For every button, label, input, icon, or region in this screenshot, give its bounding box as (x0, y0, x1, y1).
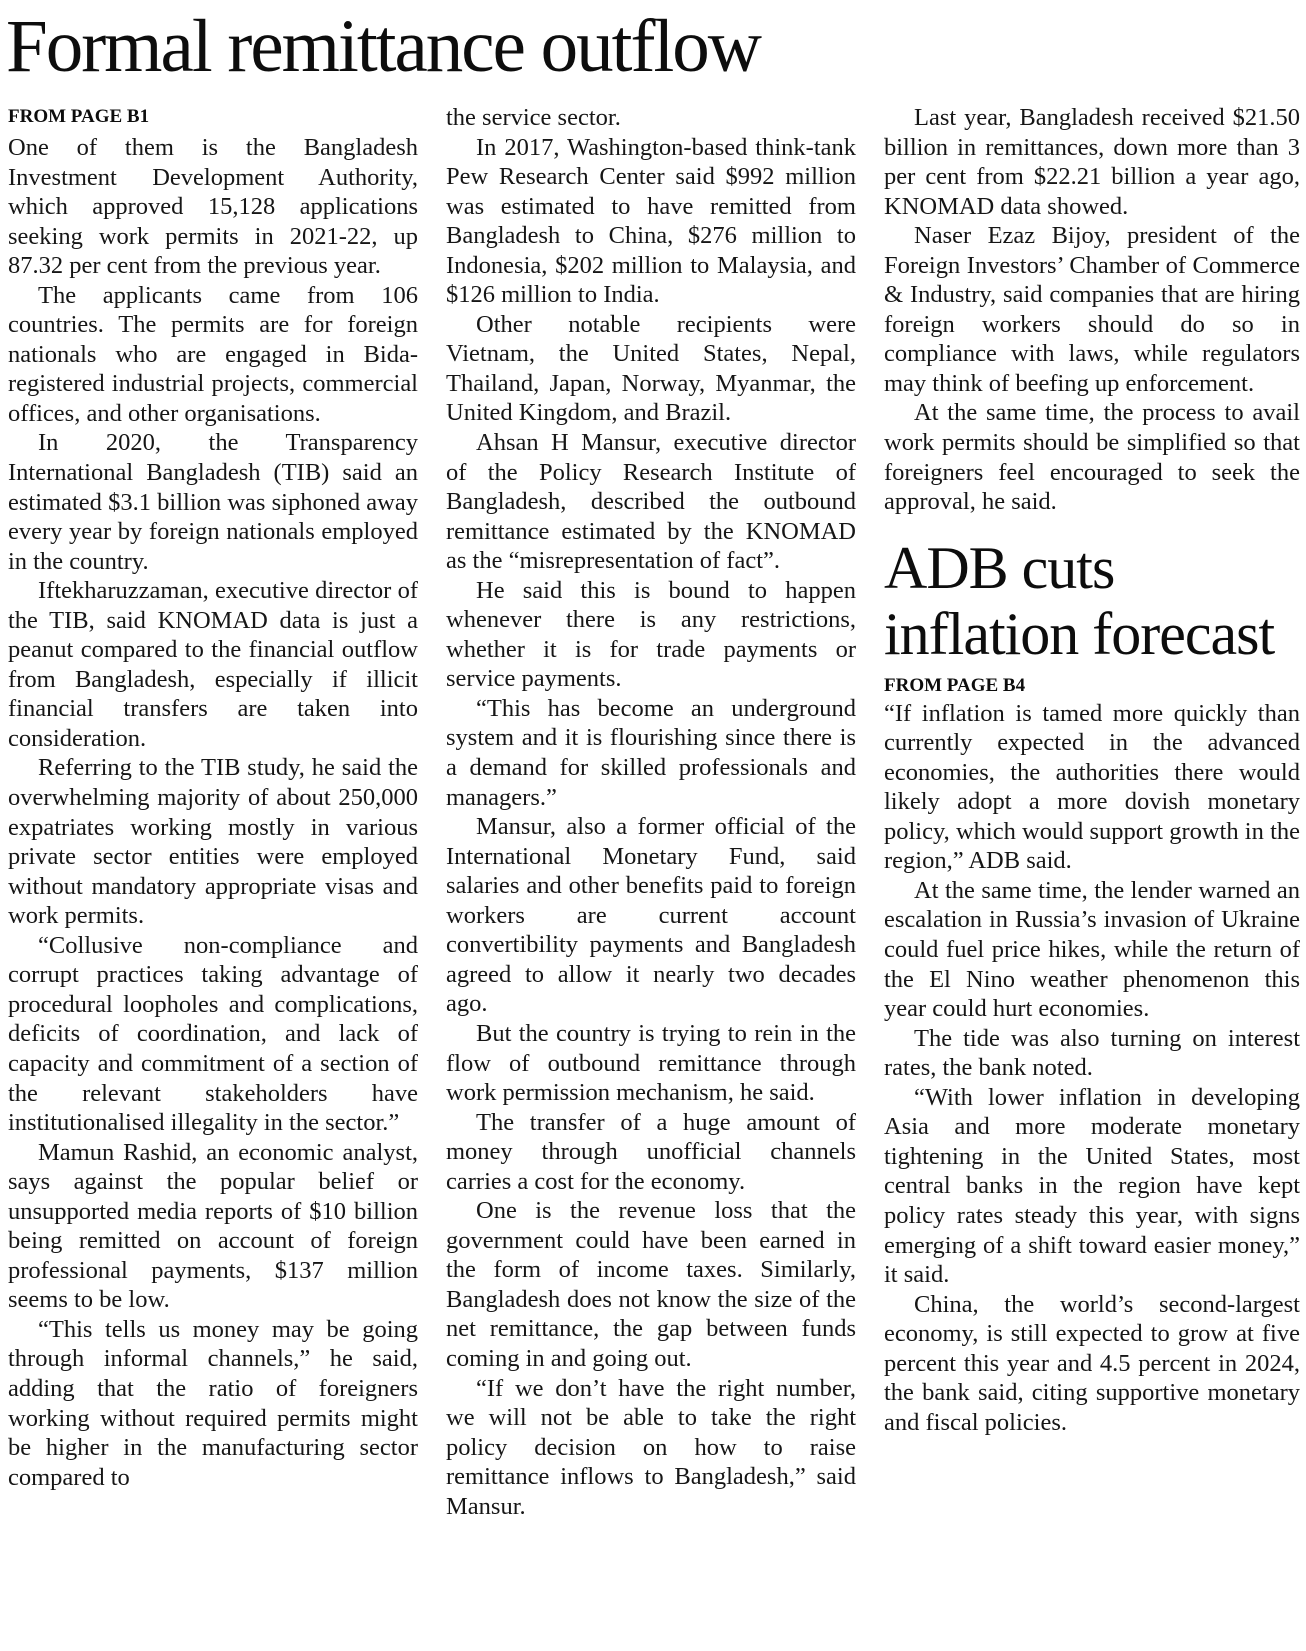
paragraph: But the country is trying to rein in the flow of outbound remittance through work permission mechanism, he said. (446, 1019, 856, 1107)
article1-column-3 (884, 103, 1300, 517)
paragraph: One is the revenue loss that the government could have been earned in the form of income taxes. Similarly, Bangladesh does not know the size of the net remittance, the gap between funds coming in and going out. (446, 1197, 856, 1372)
paragraph: He said this is bound to happen whenever there is any restrictions, whether it is for trade payments or service payments. (446, 576, 856, 693)
article2-headline: ADB cuts inflation forecast (884, 534, 1275, 667)
paragraph: “With lower inflation in developing Asia and more moderate monetary tightening in the United States, most central banks in the region have kept policy rates steady this year, with signs emerging of a shift toward easier money,” it said. (884, 1083, 1300, 1289)
paragraph: Other notable recipients were Vietnam, the United States, Nepal, Thailand, Japan, Norway, Myanmar, the United Kingdom, and Brazil. (446, 310, 856, 427)
paragraph: In 2020, the Transparency International Bangladesh (TIB) said an estimated $3.1 billion was siphoned away every year by foreign nationals employed in the country. (8, 429, 418, 575)
paragraph: “This has become an underground system and it is flourishing since there is a demand for skilled professionals and managers.” (446, 694, 856, 811)
paragraph: China, the world’s second-largest economy, is still expected to grow at five percent this year and 4.5 percent in 2024, the bank said, citing supportive monetary and fiscal policies. (884, 1290, 1300, 1436)
column-3 (884, 103, 1300, 1647)
paragraph: “Collusive non-compliance and corrupt practices taking advantage of procedural loopholes and complications, deficits of coordination, and lack of capacity and commitment of a section of the relevant stakeholders have institutionalised illegality in the sector.” (8, 931, 418, 1137)
article1-kicker: FROM PAGE B1 (8, 106, 150, 127)
article2-body (884, 699, 1300, 1438)
article1-column-1 (8, 133, 418, 1647)
paragraph: The tide was also turning on interest rates, the bank noted. (884, 1024, 1300, 1082)
paragraph: Iftekharuzzaman, executive director of the TIB, said KNOMAD data is just a peanut compared to the financial outflow from Bangladesh, especially if illicit financial transfers are taken into consideration. (8, 577, 418, 752)
paragraph: The applicants came from 106 countries. The permits are for foreign nationals who are engaged in Bida-registered industrial projects, commercial offices, and other organisations. (8, 281, 418, 427)
paragraph: At the same time, the lender warned an escalation in Russia’s invasion of Ukraine could fuel price hikes, while the return of the El Nino weather phenomenon this year could hurt economies. (884, 876, 1300, 1023)
paragraph: Referring to the TIB study, he said the overwhelming majority of about 250,000 expatriates working mostly in various private sector entities were employed without mandatory appropriate visas and work permits. (8, 754, 418, 930)
paragraph: “If inflation is tamed more quickly than currently expected in the advanced economies, the authorities there would likely adopt a more dovish monetary policy, which would support growth in the region,” ADB said. (884, 699, 1300, 875)
paragraph: the service sector. (446, 104, 621, 131)
paragraph: “If we don’t have the right number, we will not be able to take the right policy decision on how to raise remittance inflows to Bangladesh,” said Mansur. (446, 1374, 856, 1520)
paragraph: The transfer of a huge amount of money through unofficial channels carries a cost for the economy. (446, 1108, 856, 1195)
paragraph: In 2017, Washington-based think-tank Pew Research Center said $992 million was estimated to have remitted from Bangladesh to China, $276 million to Indonesia, $202 million to Malaysia, and $126 million to India. (446, 133, 856, 309)
paragraph: Mamun Rashid, an economic analyst, says against the popular belief or unsupported media reports of $10 billion being remitted on account of foreign professional payments, $137 million seems to be low. (8, 1138, 418, 1314)
paragraph: One of them is the Bangladesh Investment Development Authority, which approved 15,128 applications seeking work permits in 2021-22, up 87.32 per cent from the previous year. (8, 134, 418, 280)
paragraph: “This tells us money may be going through informal channels,” he said, adding that the ratio of foreigners working without required permits might be higher in the manufacturing sector compared to (8, 1315, 418, 1491)
paragraph: Ahsan H Mansur, executive director of the Policy Research Institute of Bangladesh, described the outbound remittance estimated by the KNOMAD as the “misrepresentation of fact”. (446, 429, 856, 575)
article1-column-2 (446, 103, 856, 1647)
paragraph: Mansur, also a former official of the International Monetary Fund, said salaries and other benefits paid to foreign workers are current account convertibility payments and Bangladesh agreed to allow it nearly two decades ago. (446, 813, 856, 1018)
paragraph: Naser Ezaz Bijoy, president of the Foreign Investors’ Chamber of Commerce & Industry, said companies that are hiring foreign workers should do so in compliance with laws, while regulators may think of beefing up enforcement. (884, 222, 1300, 397)
article2-kicker: FROM PAGE B4 (884, 674, 1026, 696)
paragraph: Last year, Bangladesh received $21.50 billion in remittances, down more than 3 per cent from $22.21 billion a year ago, KNOMAD data showed. (884, 104, 1300, 220)
article1-headline: Formal remittance outflow (6, 5, 760, 88)
paragraph: At the same time, the process to avail work permits should be simplified so that foreigners feel encouraged to seek the approval, he said. (884, 399, 1300, 516)
